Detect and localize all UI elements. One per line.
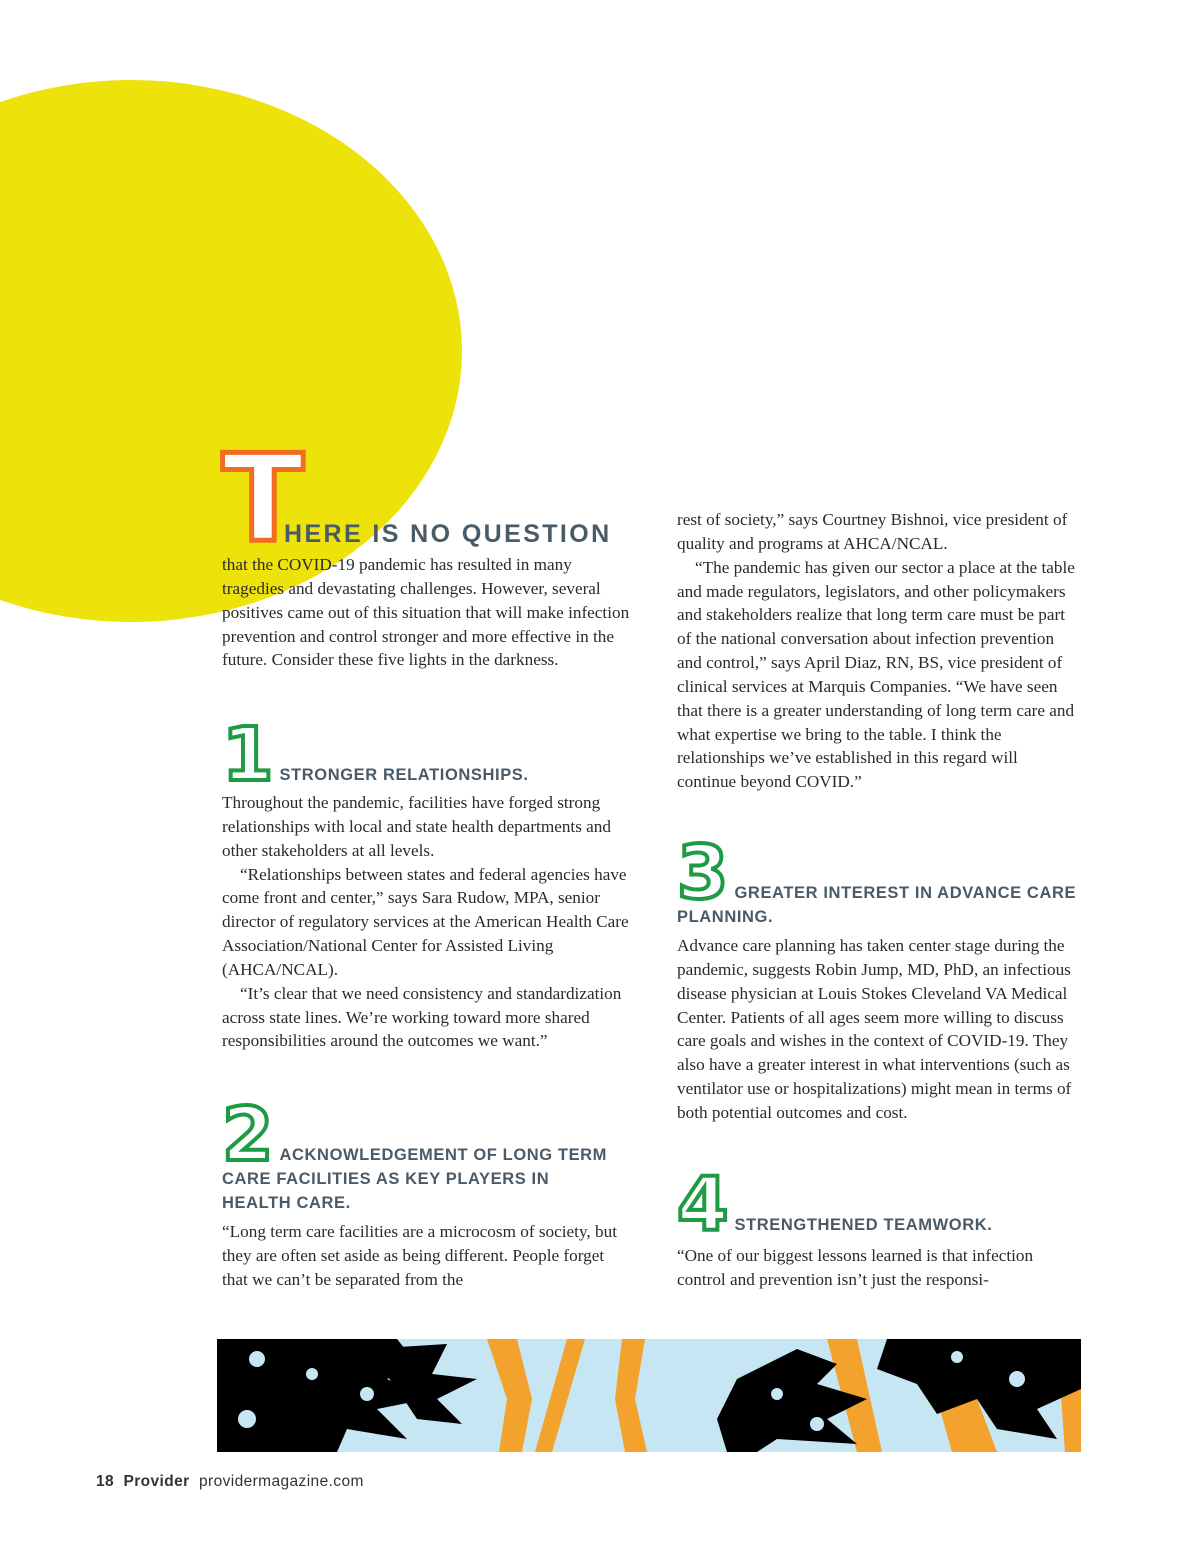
section-3-heading: GREATER INTEREST IN ADVANCE CARE PLANNING.	[677, 884, 1077, 926]
publication-name: Provider	[123, 1473, 190, 1490]
section-1-number: 1	[222, 712, 270, 798]
dropcap-letter: T	[222, 430, 304, 569]
section-4-body	[677, 1244, 1077, 1292]
section-2-header	[222, 1092, 622, 1215]
foliage-illustration	[217, 1339, 1081, 1452]
continuation-body	[677, 508, 1077, 794]
section-2-body	[222, 1220, 634, 1292]
section-1-body	[222, 791, 634, 1053]
lede-body: that the COVID-19 pandemic has resulted in many tragedies and devastating challenges. However, several positives came out of this situation that will make infection prevention and control stronger and more effective in the future. Consider these five lights in the darkness.	[222, 555, 630, 670]
lede-heading: HERE IS NO QUESTION	[284, 520, 612, 548]
section-4-paragraph: “One of our biggest lessons learned is that infection control and prevention isn’t just the responsi-	[677, 1246, 1034, 1289]
section-1-heading: STRONGER RELATIONSHIPS.	[279, 766, 529, 784]
section-2-number: 2	[222, 1092, 270, 1178]
section-2-heading: ACKNOWLEDGEMENT OF LONG TERM CARE FACILITIES AS KEY PLAYERS IN HEALTH CARE.	[222, 1146, 608, 1212]
section-3-body	[677, 934, 1079, 1125]
section-4-number: 4	[677, 1162, 725, 1248]
section-1-paragraph: “Relationships between states and federal agencies have come front and center,” says Sara Rudow, MPA, senior director of regulatory services at the American Health Care Association/National Center for Assisted Living (AHCA/NCAL).	[222, 864, 629, 979]
section-1-header	[222, 712, 634, 798]
page-number: 18	[96, 1473, 115, 1490]
section-1-paragraph: Throughout the pandemic, facilities have forged strong relationships with local and state health departments and other stakeholders at all levels.	[222, 793, 611, 860]
page-footer	[96, 1473, 364, 1491]
website-link[interactable]: providermagazine.com	[198, 1473, 364, 1490]
section-4-heading: STRENGTHENED TEAMWORK.	[734, 1216, 993, 1234]
foliage-banner-illustration	[217, 1339, 1081, 1452]
section-3-paragraph: Advance care planning has taken center stage during the pandemic, suggests Robin Jump, MD, PhD, an infectious disease physician at Louis Stokes Cleveland VA Medical Center. Patients of all ages seem more willing to discuss care goals and wishes in the context of COVID-19. They also have a greater interest in what interventions (such as ventilator use or hospitalizations) might mean in terms of both potential outcomes and cost.	[677, 936, 1072, 1122]
continuation-paragraph: “The pandemic has given our sector a place at the table and made regulators, legislators, and other policymakers and stakeholders realize that long term care must be part of the national conversation about infection prevention and control,” says April Diaz, RN, BS, vice president of clinical services at Marquis Companies. “We have seen that there is a greater understanding of long term care and what expertise we bring to the table. I think the relationships we’ve established in this regard will continue beyond COVID.”	[677, 557, 1075, 792]
section-4-header	[677, 1162, 1077, 1248]
section-2-paragraph: “Long term care facilities are a microcosm of society, but they are often set aside as being different. People forget that we can’t be separated from the	[222, 1222, 617, 1289]
section-3-header	[677, 830, 1077, 929]
continuation-paragraph: rest of society,” says Courtney Bishnoi, vice president of quality and programs at AHCA/NCAL.	[677, 510, 1068, 553]
section-1-paragraph: “It’s clear that we need consistency and standardization across state lines. We’re working toward more shared responsibilities around the outcomes we want.”	[222, 983, 622, 1051]
section-3-number: 3	[677, 830, 725, 916]
